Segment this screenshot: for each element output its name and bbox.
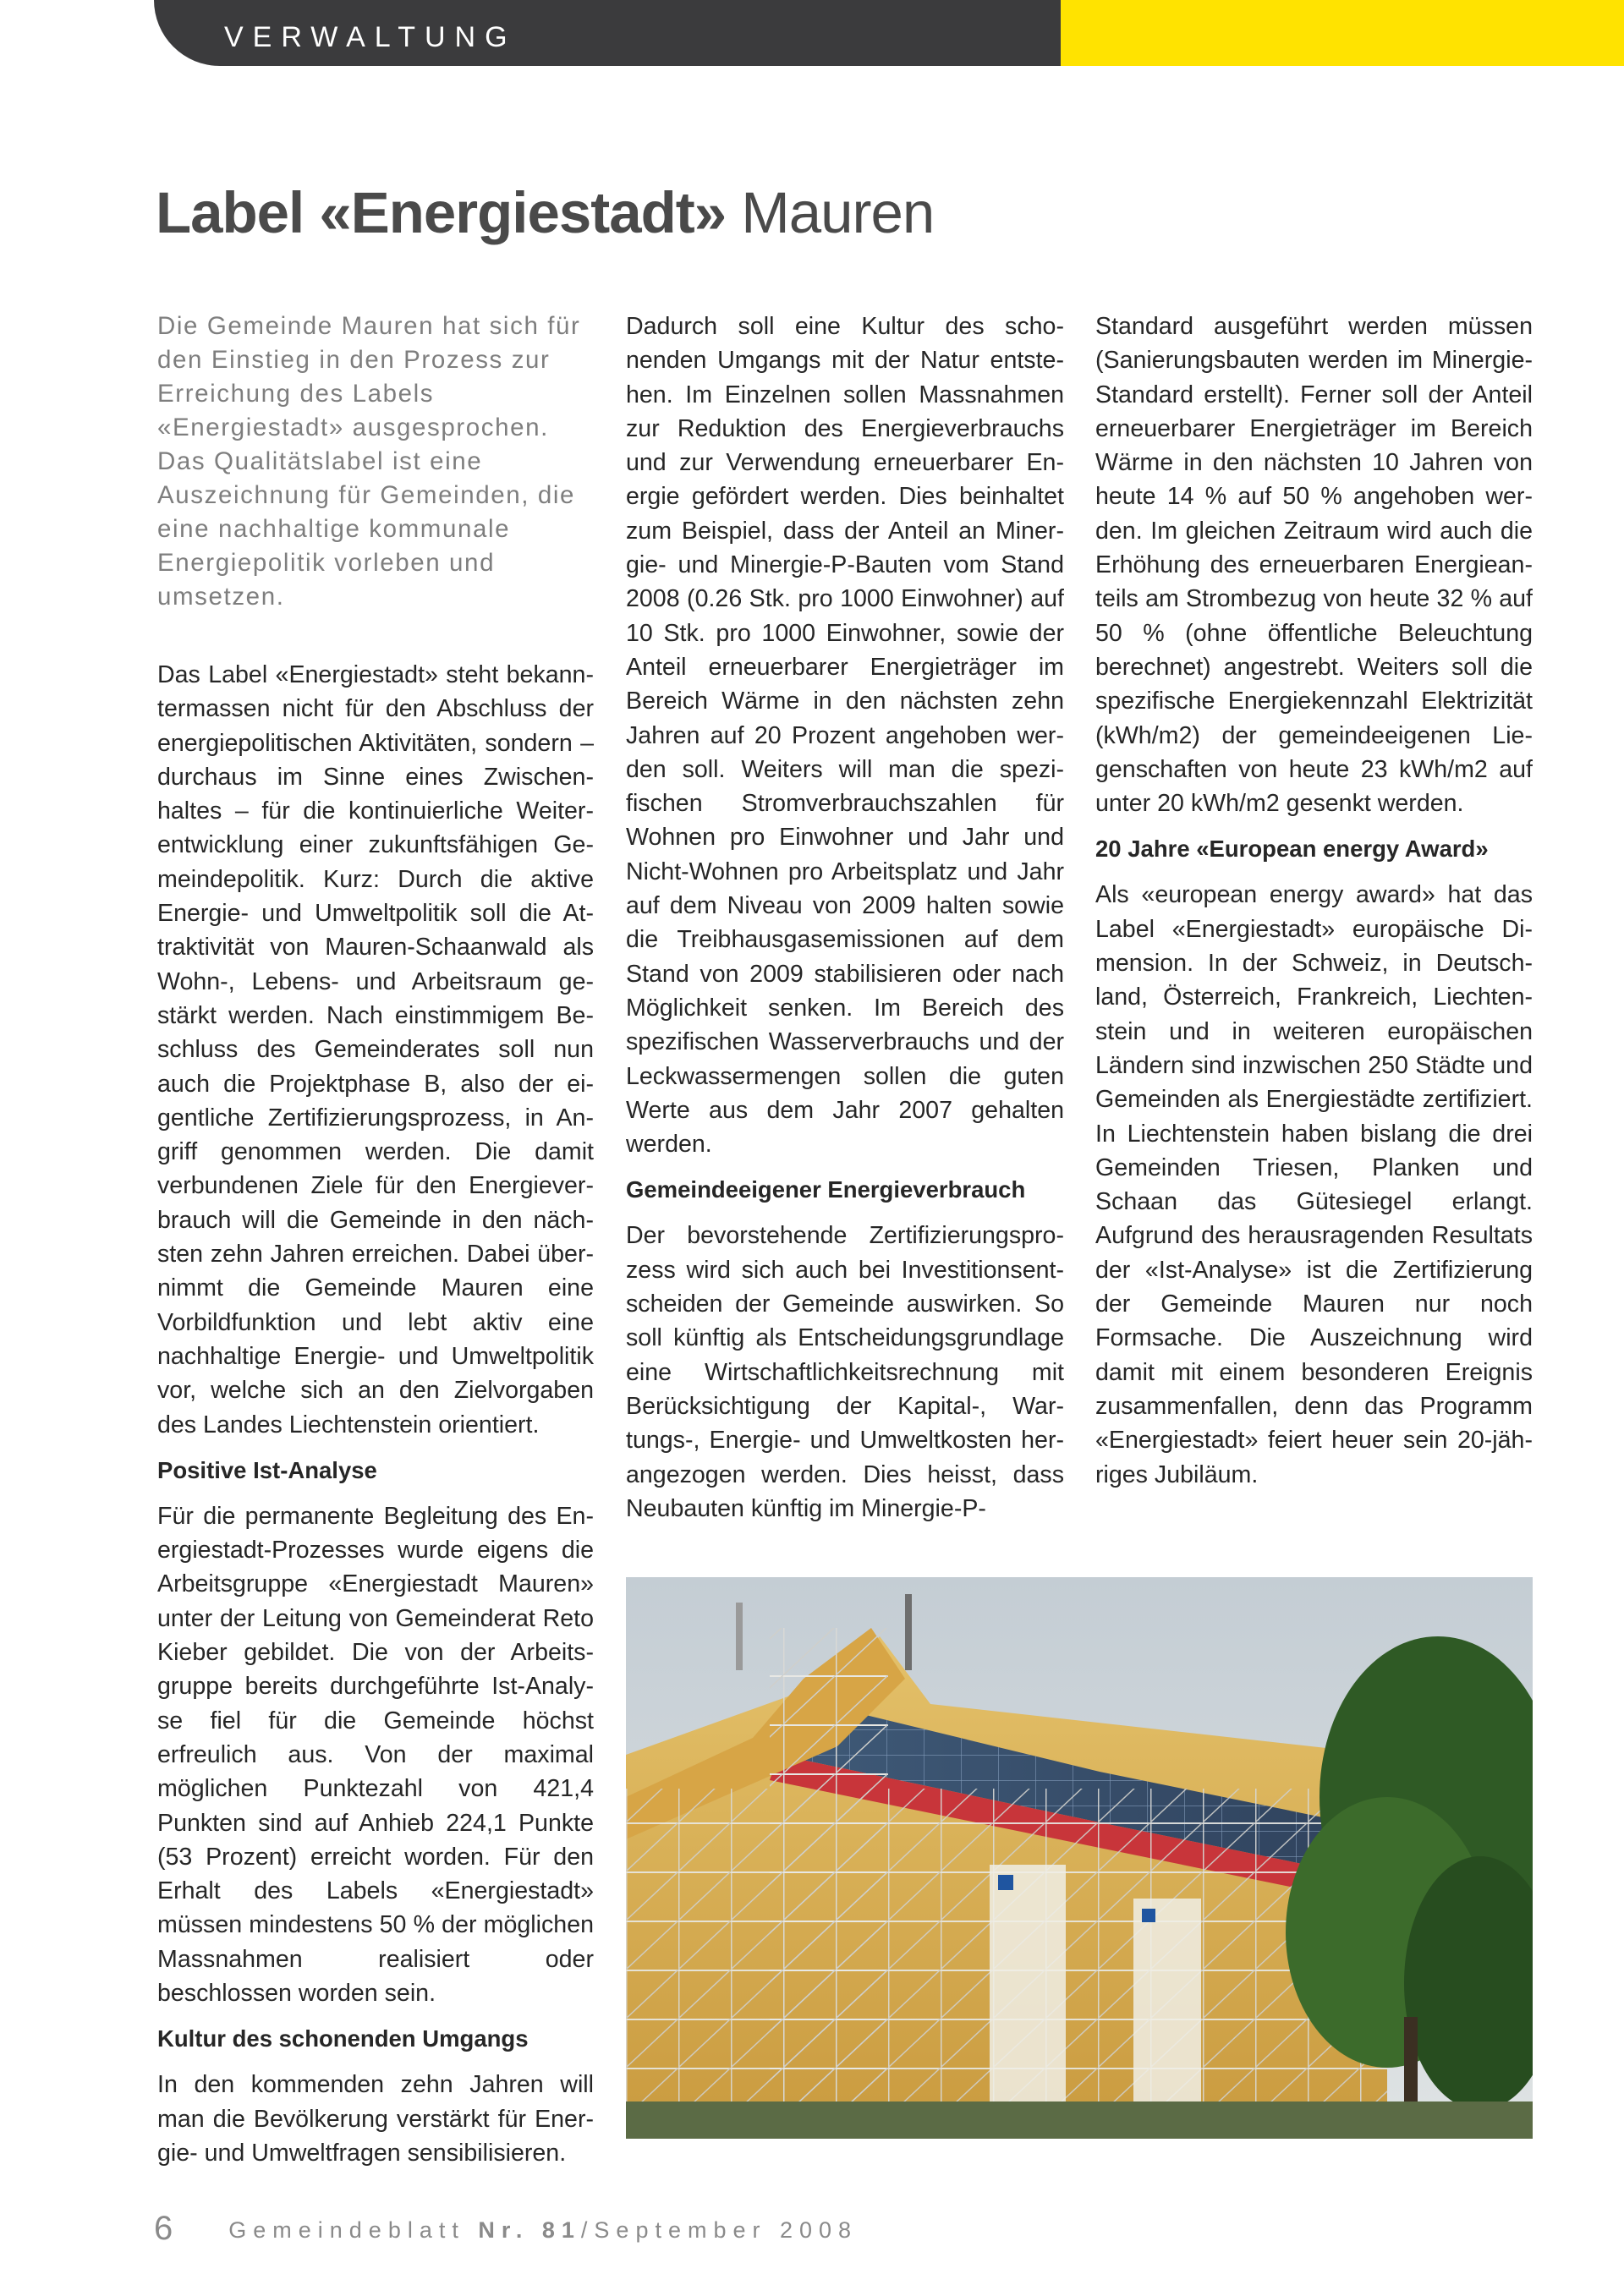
building-photo [626, 1577, 1533, 2139]
article-title-bold: Label «Energiestadt» [156, 180, 727, 245]
body-paragraph-4: Dadurch soll eine Kultur des schonenden Umgangs mit der Natur entstehen. Im Einzelnen sollen Massnahmen zur Reduktion des Energieverbrauchs und zur Verwendung erneuerbarer Energie gefördert werden. Dies beinhaltet zum Beispiel, dass der Anteil an Minergie- und Minergie-P-Bauten vom Stand 2008 (0.26 Stk. pro 1000 Einwohner) auf 10 Stk. pro 1000 Einwohner, sowie der Anteil erneuerbarer Energieträger im Bereich Wärme in den nächsten zehn Jahren auf 20 Prozent angehoben werden soll. Weiters will man die spezifischen Stromverbrauchszahlen für Wohnen pro Einwohner und Jahr und Nicht-Wohnen pro Arbeitsplatz und Jahr auf dem Niveau von 2009 halten sowie die Treibhausgasemissionen auf dem Stand von 2009 stabilisieren oder nach Möglichkeit senken. Im Bereich des spezifischen Wasserverbrauchs und der Leckwassermengen sollen die guten Werte aus dem Jahr 2007 gehalten werden. [626, 313, 1064, 1159]
column-3 [1095, 310, 1533, 1492]
issue-number: Nr. 81 [478, 2217, 581, 2243]
column-2 [626, 310, 1064, 1526]
body-paragraph-5: Der bevorstehende Zertifizierungsprozess wird sich auch bei Investitionsentscheiden der Gemeinde auswirken. So soll künftig als Entscheidungsgrundlage eine Wirtschaftlichkeitsrechnung mit Berücksichtigung der Kapital-, Wartungs-, Energie- und Umweltkosten herangezogen werden. Dies heisst, dass Neubauten künftig im Minergie-P- [626, 1222, 1064, 1522]
building-photo-illustration [626, 1577, 1533, 2139]
subheading-european-energy-award: 20 Jahre «European energy Award» [1095, 836, 1489, 863]
subheading-gemeindeeigener-energieverbrauch: Gemeindeeigener Energieverbrauch [626, 1176, 1026, 1203]
body-paragraph-2: Für die permanente Begleitung des Energiestadt-Prozesses wurde eigens die Arbeitsgruppe «Energiestadt Mauren» unter der Leitung von Gemeinderat Reto Kieber gebildet. Die von der Arbeitsgruppe bereits durchgeführte Ist-Analyse fiel für die Gemeinde höchst erfreulich aus. Von der maximal möglichen Punktezahl von 421,4 Punkten sind auf Anhieb 224,1 Punkte (53 Prozent) erreicht worden. Für den Erhalt des Labels «Energiestadt» müssen mindestens 50 % der möglichen Massnahmen realisiert oder beschlossen worden sein. [157, 1502, 594, 2007]
issue-date: /September 2008 [580, 2217, 859, 2243]
body-paragraph-7: Als «european energy award» hat das Label «Energiestadt» europäische Dimension. In der Schweiz, in Deutschland, Österreich, Frankreich, Liechtenstein und in weiteren europäischen Ländern sind inzwischen 250 Städte und Gemeinden als Energiestädte zertifiziert. In Liechtenstein haben bislang die drei Gemeinden Triesen, Planken und Schaan das Gütesiegel erlangt. Aufgrund des herausragenden Resultats der «Ist-Analyse» ist die Zertifizierung der Gemeinde Mauren nur noch Formsache. Die Auszeichnung wird damit mit einem besonderen Ereignis zusammenfallen, denn das Programm «Energiestadt» feiert heuer sein 20-jähriges Jubiläum. [1095, 881, 1533, 1488]
body-paragraph-1: Das Label «Energiestadt» steht bekanntermassen nicht für den Abschluss der energiepolitischen Aktivitäten, sondern – durchaus im Sinne eines Zwischenhaltes – für die kontinuierliche Weiterentwicklung einer zukunftsfähigen Gemeindepolitik. Kurz: Durch die aktive Energie- und Umweltpolitik soll die Attraktivität von Mauren-Schaanwald als Wohn-, Lebens- und Arbeitsraum gestärkt werden. Nach einstimmigem Beschluss des Gemeinderates soll nun auch die Projektphase B, also der eigentliche Zertifizierungsprozess, in Angriff genommen werden. Die damit verbundenen Ziele für den Energieverbrauch will die Gemeinde in den nächsten zehn Jahren erreichen. Dabei übernimmt die Gemeinde Mauren eine Vorbildfunktion und lebt aktiv eine nachhaltige Energie- und Umweltpolitik vor, welche sich an den Zielvorgaben des Landes Liechtenstein orientiert. [157, 661, 594, 1438]
article-title [156, 178, 934, 249]
article-title-light: Mauren [726, 180, 935, 245]
section-label: VERWALTUNG [224, 21, 517, 53]
body-paragraph-3: In den kommenden zehn Jahren will man die Bevölkerung verstärkt für Energie- und Umweltfragen sensibilisieren. [157, 2071, 594, 2167]
lead-paragraph: Die Gemeinde Mauren hat sich für den Einstieg in den Prozess zur Erreichung des Labels «Energiestadt» ausgesprochen. Das Qualitätslabel ist eine Auszeichnung für Gemeinden, die eine nachhaltige kommunale Energiepolitik vorleben und umsetzen. [157, 312, 581, 611]
body-paragraph-6: Standard ausgeführt werden müssen (Sanierungsbauten werden im Minergie-Standard erstellt). Ferner soll der Anteil erneuerbarer Energieträger im Bereich Wärme in den nächsten 10 Jahren von heute 14 % auf 50 % angehoben werden. Im gleichen Zeitraum wird auch die Erhöhung des erneuerbaren Energieanteils am Strombezug von heute 32 % auf 50 % (ohne öffentliche Beleuchtung berechnet) angestrebt. Weiters soll die spezifische Energiekennzahl Elektrizität (kWh/m2) der gemeindeeigenen Liegenschaften von heute 23 kWh/m2 auf unter 20 kWh/m2 gesenkt werden. [1095, 313, 1533, 818]
subheading-positive-ist-analyse: Positive Ist-Analyse [157, 1456, 377, 1483]
magazine-name: Gemeindeblatt [228, 2217, 479, 2243]
header-accent-bar [1061, 0, 1624, 66]
subheading-kultur: Kultur des schonenden Umgangs [157, 2025, 529, 2052]
column-1 [157, 310, 594, 2170]
page-number: 6 [154, 2210, 173, 2247]
page-footer [154, 2207, 858, 2249]
